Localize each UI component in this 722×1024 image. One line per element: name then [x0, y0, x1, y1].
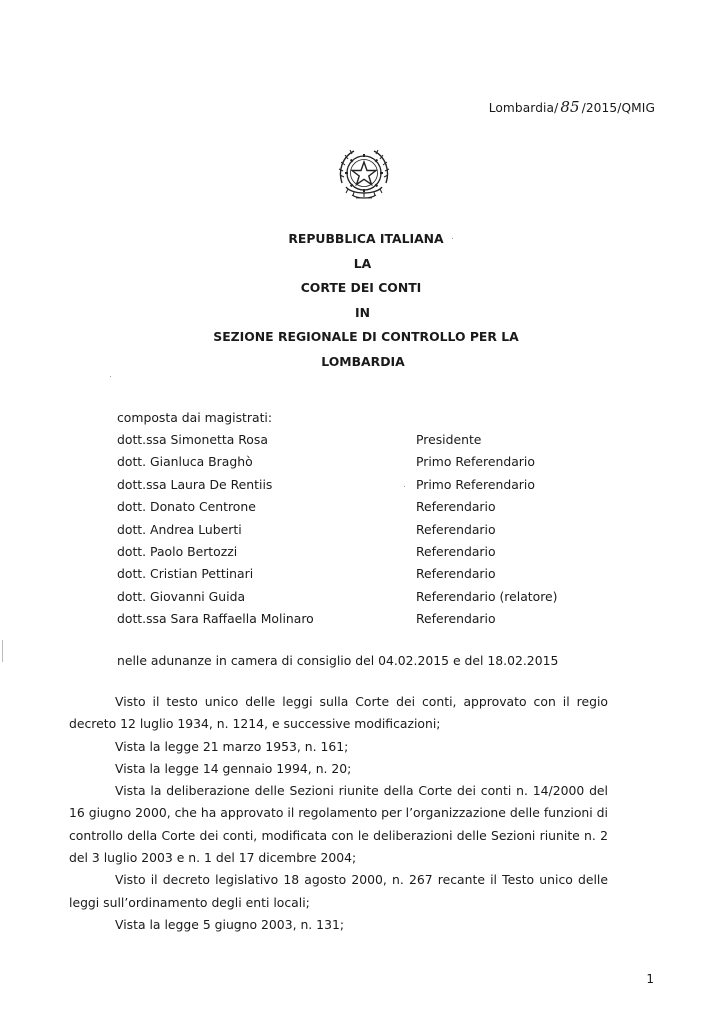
- reference-suffix: /2015/QMIG: [581, 101, 655, 115]
- magistrate-role: Referendario: [416, 543, 496, 559]
- magistrate-role: Referendario: [416, 611, 496, 627]
- scan-edge-mark: [2, 640, 3, 662]
- body-paragraph: Vista la legge 21 marzo 1953, n. 161;: [115, 738, 349, 754]
- header-republic: REPUBBLICA ITALIANA: [288, 231, 444, 246]
- magistrate-name: dott. Paolo Bertozzi: [117, 543, 238, 559]
- header-la: LA: [353, 255, 372, 271]
- header-in: IN: [355, 304, 370, 320]
- magistrate-name: dott. Donato Centrone: [117, 499, 256, 515]
- magistrate-name: dott. Gianluca Braghò: [117, 454, 253, 470]
- italian-republic-emblem-icon: [332, 143, 396, 207]
- body-paragraph: Visto il decreto legislativo 18 agosto 2000, n. 267 recante il Testo unico delle leggi sull’ordinamento degli enti locali;: [69, 872, 608, 910]
- header-court: CORTE DEI CONTI: [300, 280, 422, 295]
- reference-prefix: Lombardia/: [488, 101, 559, 115]
- magistrate-row: [117, 429, 617, 451]
- magistrate-name: dott.ssa Simonetta Rosa: [117, 432, 268, 447]
- meeting-dates: nelle adunanze in camera di consiglio del 04.02.2015 e del 18.02.2015: [117, 653, 559, 668]
- magistrate-role: Referendario: [416, 499, 496, 515]
- magistrate-row: [117, 586, 617, 608]
- magistrate-role: Referendario: [416, 566, 496, 582]
- magistrate-row: [117, 563, 617, 585]
- magistrates-list: [117, 429, 617, 631]
- composition-intro: composta dai magistrati:: [117, 410, 273, 425]
- magistrate-name: dott.ssa Sara Raffaella Molinaro: [117, 611, 314, 627]
- magistrate-row: [117, 496, 617, 518]
- scan-speck: [452, 238, 453, 239]
- magistrate-role: Referendario (relatore): [416, 588, 558, 604]
- document-reference: [489, 98, 655, 116]
- scan-speck: [404, 486, 405, 487]
- magistrate-role: Presidente: [416, 432, 482, 447]
- body-paragraph: Vista la deliberazione delle Sezioni riunite della Corte dei conti n. 14/2000 del 16 giugno 2000, che ha approvato il regolamento per l’organizzazione delle funzioni di controllo della Corte dei conti, modificata con le deliberazioni delle Sezioni riunite n. 2 del 3 luglio 2003 e n. 1 del 17 dicembre 2004;: [69, 783, 608, 866]
- scan-speck: [110, 376, 111, 377]
- magistrate-name: dott. Giovanni Guida: [117, 588, 246, 604]
- magistrate-row: [117, 474, 617, 496]
- magistrate-name: dott. Andrea Luberti: [117, 521, 242, 537]
- document-body: [69, 691, 608, 936]
- magistrate-role: Referendario: [416, 521, 496, 537]
- header-section: SEZIONE REGIONALE DI CONTROLLO PER LA: [213, 329, 519, 344]
- body-paragraph: Vista la legge 14 gennaio 1994, n. 20;: [115, 760, 352, 776]
- header-region: LOMBARDIA: [321, 353, 405, 369]
- magistrate-row: [117, 608, 617, 630]
- magistrate-row: [117, 451, 617, 473]
- body-paragraph: Vista la legge 5 giugno 2003, n. 131;: [115, 916, 345, 932]
- magistrate-row: [117, 541, 617, 563]
- magistrate-role: Primo Referendario: [416, 476, 535, 492]
- magistrate-role: Primo Referendario: [416, 454, 535, 470]
- magistrate-name: dott. Cristian Pettinari: [117, 566, 254, 582]
- page-number: 1: [646, 972, 654, 986]
- magistrate-row: [117, 519, 617, 541]
- document-header: [0, 227, 722, 374]
- reference-handwritten-number: 85: [560, 98, 580, 116]
- body-paragraph: Visto il testo unico delle leggi sulla Corte dei conti, approvato con il regio decreto 12 luglio 1934, n. 1214, e successive modificazioni;: [69, 694, 608, 732]
- magistrate-name: dott.ssa Laura De Rentiis: [117, 476, 273, 492]
